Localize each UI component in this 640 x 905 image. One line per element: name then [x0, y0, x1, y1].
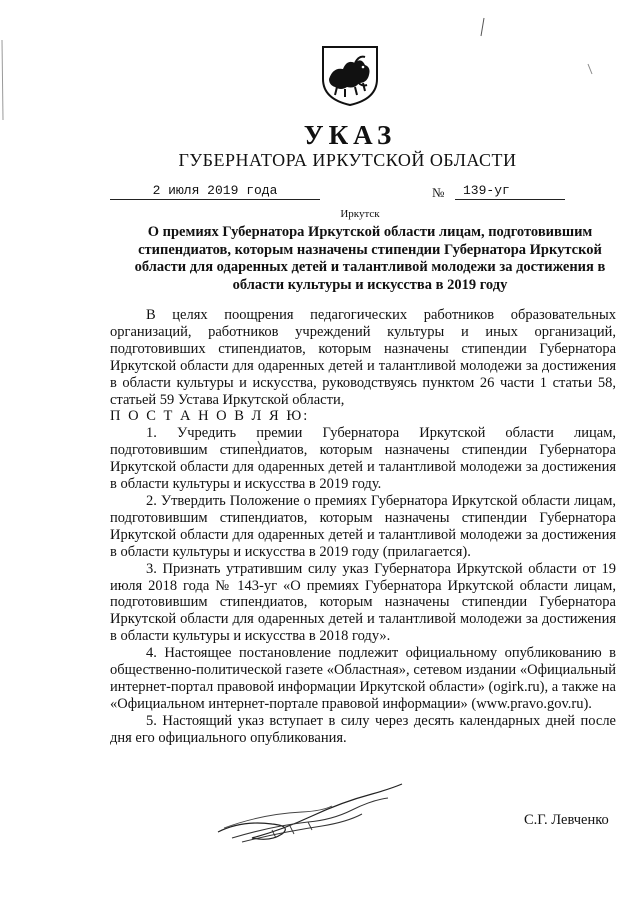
- city-name: Иркутск: [340, 208, 380, 220]
- signer-name: С.Г. Левченко: [524, 812, 609, 828]
- coat-of-arms-icon: [321, 45, 379, 107]
- date-number-line: [110, 183, 615, 203]
- decree-number: 139-уг: [455, 183, 565, 200]
- decree-word: П О С Т А Н О В Л Я Ю:: [110, 408, 310, 425]
- decree-date: 2 июля 2019 года: [110, 183, 320, 200]
- decree-item-5: 5. Настоящий указ вступает в силу через десять календарных дней после дня его официального опубликования.: [110, 712, 616, 746]
- preamble-paragraph: В целях поощрения педагогических работников образовательных организаций, работников учреждений культуры и иных организаций, подготовивших стипендиатов, которым назначены стипендии Губернатора Иркутской области для одаренных детей и талантливой молодежи за достижения в области культуры и искусства, руководствуясь пунктом 26 части 1 статьи 58, статьей 59 Устава Иркутской области,: [110, 307, 616, 408]
- decree-item-3: 3. Признать утратившим силу указ Губернатора Иркутской области от 19 июля 2018 года № 143-уг «О премиях Губернатора Иркутской области лицам, подготовившим стипендиатов, которым назначены стипендии Губернатора Иркутской области для одаренных детей и талантливой молодежи за достижения в области культуры и искусства в 2018 году».: [110, 560, 616, 645]
- decree-item-2: 2. Утвердить Положение о премиях Губернатора Иркутской области лицам, подготовившим стипендиатов, которым назначены стипендии Губернатора Иркутской области для одаренных детей и талантливой молодежи за достижения в области культуры и искусства в 2019 году (прилагается).: [110, 492, 616, 560]
- signature-icon: [212, 780, 412, 850]
- decree-body: [110, 307, 616, 747]
- document-subtitle: ГУБЕРНАТОРА ИРКУТСКОЙ ОБЛАСТИ: [178, 150, 517, 170]
- document-title: УКАЗ: [303, 120, 397, 150]
- decree-heading: О премиях Губернатора Иркутской области лицам, подготовившим стипендиатов, которым назначены стипендии Губернатора Иркутской области для одаренных детей и талантливой молодежи за достижения в области культуры и искусства в 2019 году: [134, 224, 606, 293]
- number-sign: №: [432, 185, 445, 200]
- decree-item-1: 1. Учредить премии Губернатора Иркутской области лицам, подготовившим стипендиатов, которым назначены стипендии Губернатора Иркутской области для одаренных детей и талантливой молодежи за достижения в области культуры и искусства в 2019 году.: [110, 425, 616, 493]
- decree-item-4: 4. Настоящее постановление подлежит официальному опубликованию в общественно-политической газете «Областная», сетевом издании «Официальный интернет-портал правовой информации Иркутской области» (ogirk.ru), а также на «Официальном интернет-портале правовой информации» (www.pravo.gov.ru).: [110, 645, 616, 712]
